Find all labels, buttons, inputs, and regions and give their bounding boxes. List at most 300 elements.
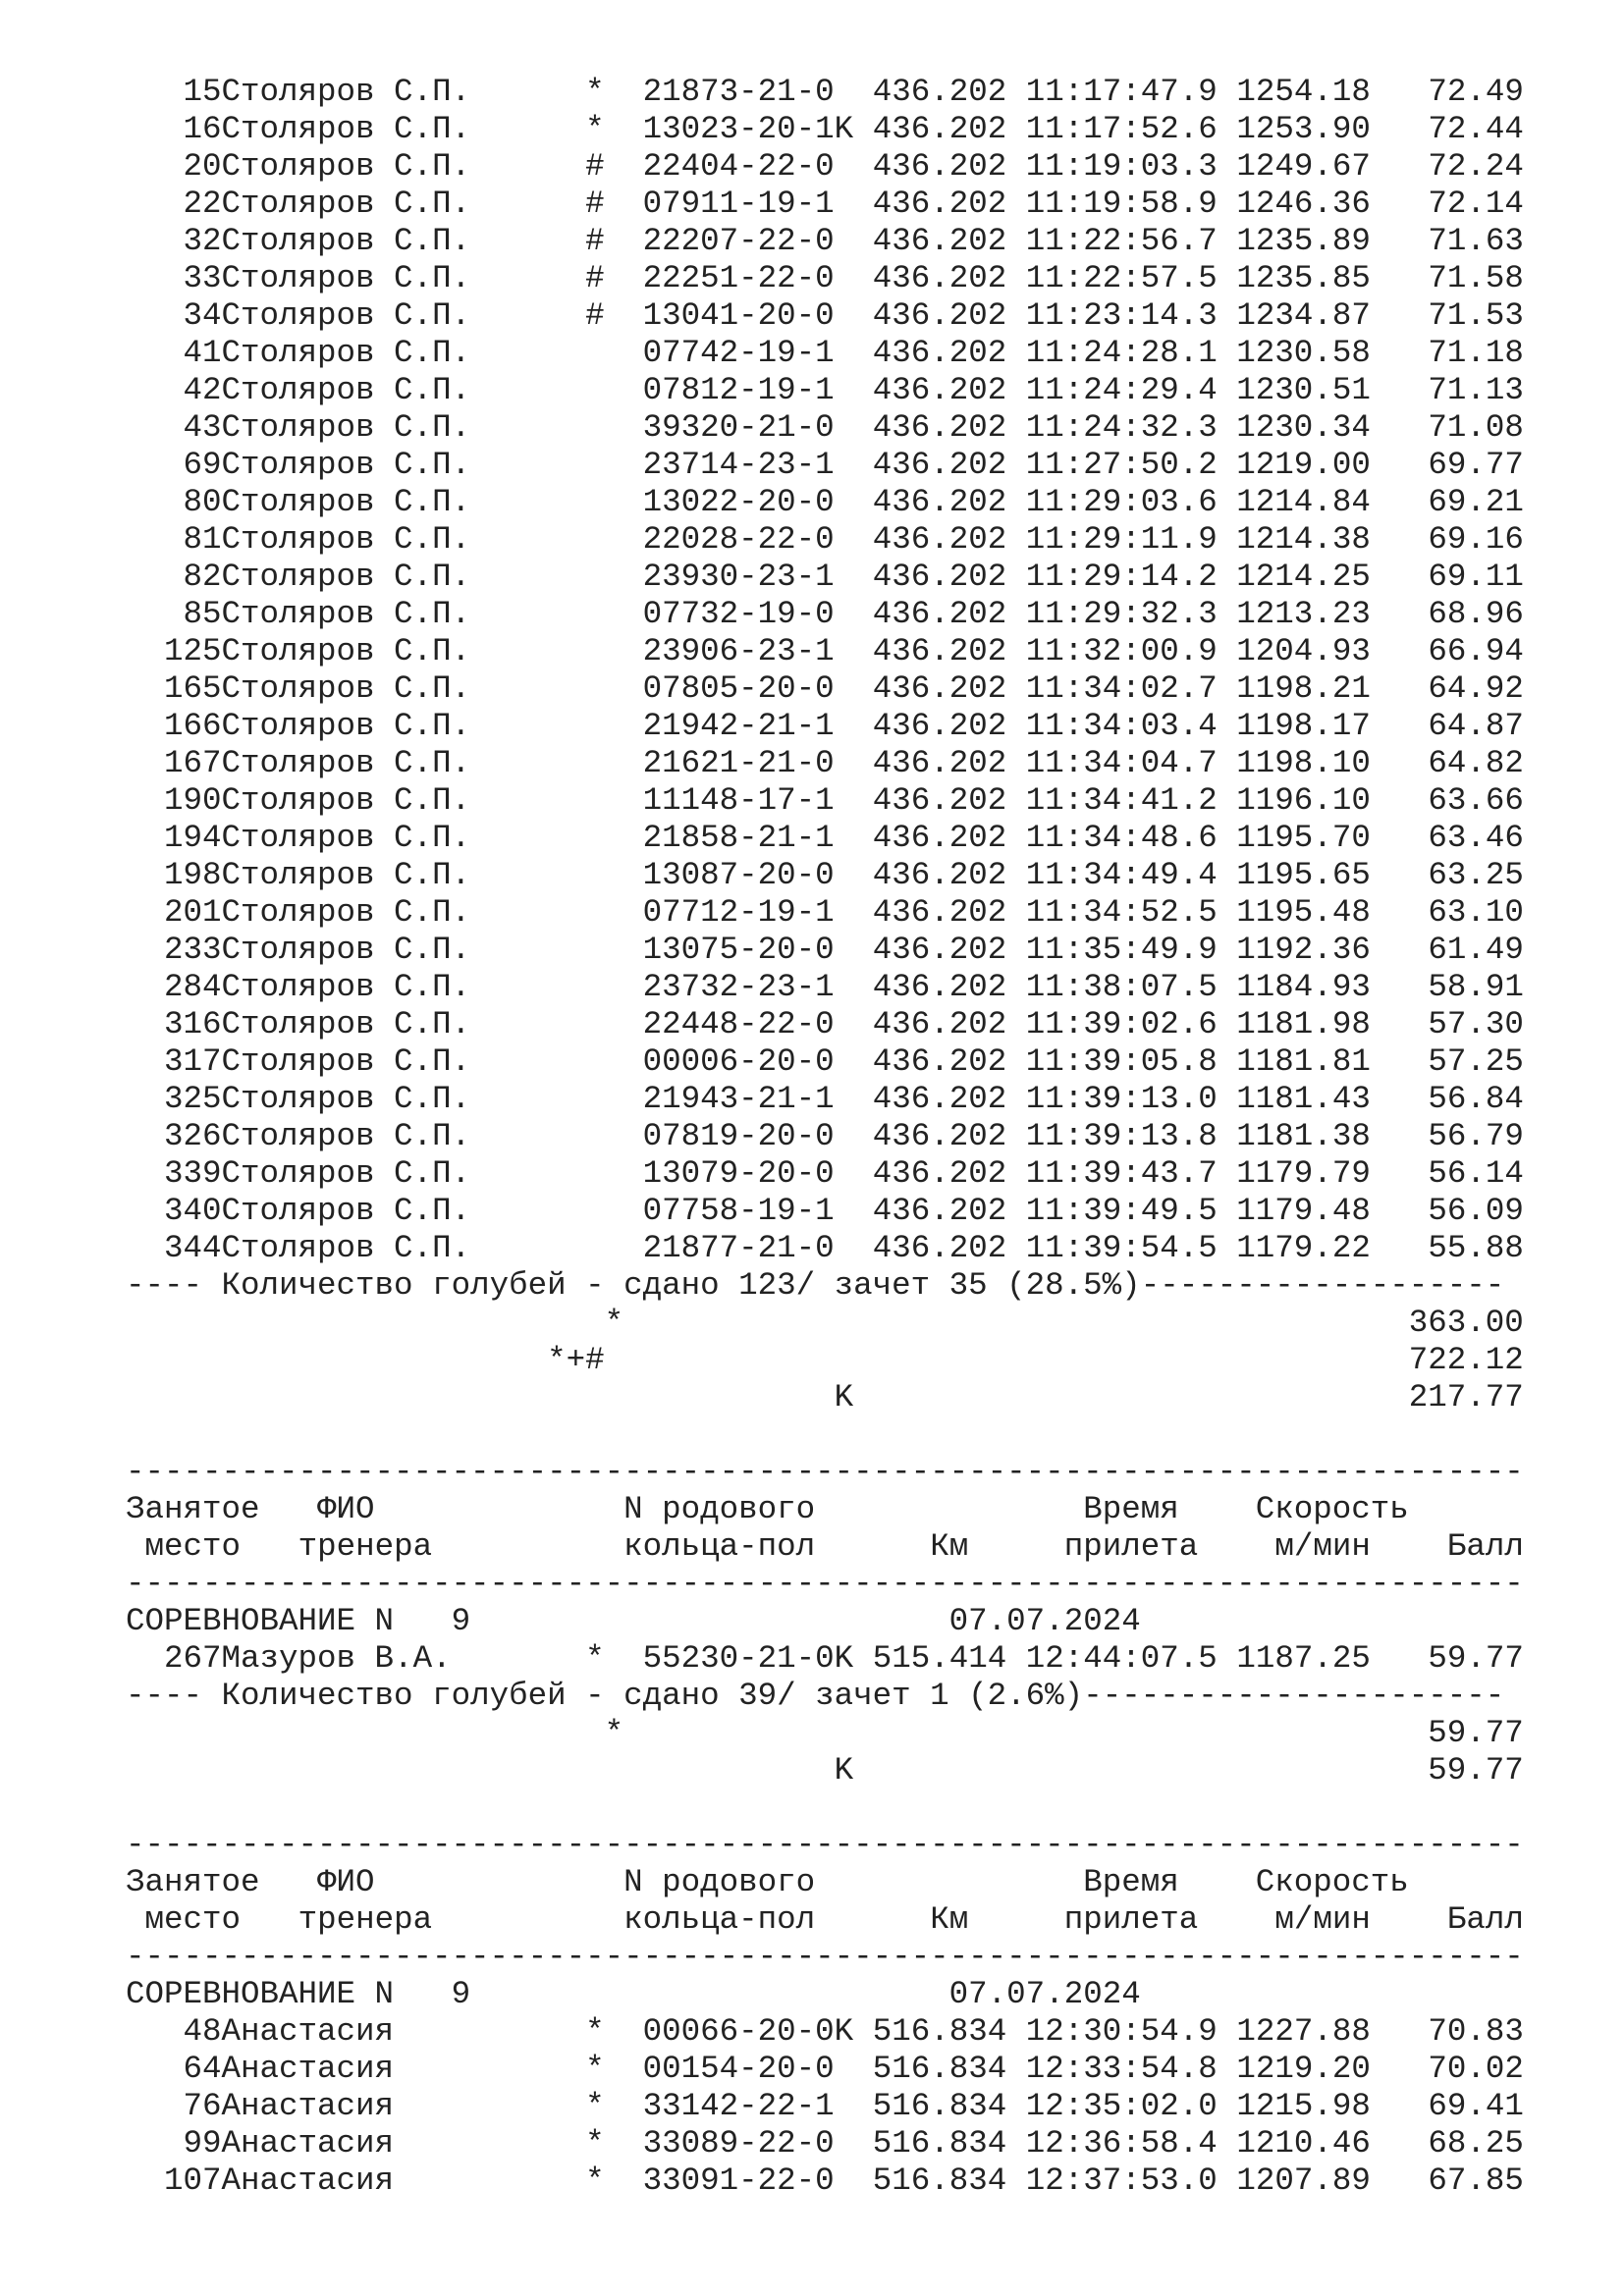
cell-km: 436.202 — [872, 857, 1007, 893]
cell-time: 11:39:13.8 — [1025, 1118, 1218, 1154]
cell-name: Столяров С.П. — [221, 372, 471, 408]
cell-score: 68.25 — [1428, 2125, 1524, 2162]
cell-ring: 07712-19-1 — [642, 894, 835, 931]
table-row — [126, 2051, 1524, 2088]
cell-name: Столяров С.П. — [221, 335, 471, 371]
table-row — [126, 260, 1524, 297]
cell-time: 11:17:52.6 — [1025, 111, 1218, 147]
rule: ------------------------------------------------------------------------- — [126, 1454, 1524, 1490]
cell-name: Анастасия — [221, 2013, 395, 2050]
cell-score: 69.11 — [1428, 559, 1524, 595]
cell-place: 85 — [183, 596, 222, 632]
cell-time: 12:37:53.0 — [1025, 2163, 1218, 2199]
cell-km: 436.202 — [872, 409, 1007, 446]
cell-km: 515.414 — [872, 1640, 1007, 1677]
summary-label: Количество голубей - сдано 123/ зачет 35 (28.5%) — [221, 1267, 1141, 1304]
cell-score: 63.66 — [1428, 782, 1524, 819]
total-line — [126, 1752, 1524, 1789]
total-marker: *+# — [547, 1342, 605, 1378]
cell-name: Столяров С.П. — [221, 782, 471, 819]
cell-speed: 1181.81 — [1236, 1043, 1371, 1080]
cell-name: Столяров С.П. — [221, 1043, 471, 1080]
cell-name: Столяров С.П. — [221, 447, 471, 483]
total-value: 722.12 — [1408, 1342, 1524, 1378]
table-row — [126, 186, 1524, 223]
cell-time: 11:24:28.1 — [1025, 335, 1218, 371]
summary-label: Количество голубей - сдано 39/ зачет 1 (2.6%) — [221, 1678, 1084, 1714]
cell-ring: 22404-22-0 — [642, 148, 835, 185]
cell-km: 436.202 — [872, 111, 1007, 147]
cell-speed: 1184.93 — [1236, 969, 1371, 1005]
cell-time: 11:39:49.5 — [1025, 1193, 1218, 1229]
table-row — [126, 1155, 1524, 1193]
cell-speed: 1181.43 — [1236, 1081, 1371, 1117]
rule-line — [126, 1939, 1524, 1976]
cell-name: Столяров С.П. — [221, 1193, 471, 1229]
table-row — [126, 857, 1524, 894]
cell-mark: * — [585, 2125, 605, 2162]
cell-place: 325 — [164, 1081, 222, 1117]
cell-place: 15 — [183, 74, 222, 110]
summary-lead: ---- — [126, 1267, 203, 1304]
header-ring: N родового — [623, 1864, 816, 1900]
table-row — [126, 670, 1524, 708]
cell-km: 436.202 — [872, 820, 1007, 856]
cell-time: 11:19:03.3 — [1025, 148, 1218, 185]
cell-ring: 07732-19-0 — [642, 596, 835, 632]
table-row — [126, 409, 1524, 447]
cell-speed: 1235.89 — [1236, 223, 1371, 259]
cell-place: 82 — [183, 559, 222, 595]
table-row — [126, 820, 1524, 857]
cell-name: Столяров С.П. — [221, 297, 471, 334]
rule: ------------------------------------------------------------------------- — [126, 1566, 1524, 1602]
cell-ring: 21621-21-0 — [642, 745, 835, 781]
cell-km: 436.202 — [872, 932, 1007, 968]
cell-name: Столяров С.П. — [221, 260, 471, 296]
table-row — [126, 447, 1524, 484]
cell-time: 11:29:32.3 — [1025, 596, 1218, 632]
cell-place: 99 — [183, 2125, 222, 2162]
header-row-2 — [126, 1528, 1524, 1566]
cell-name: Столяров С.П. — [221, 484, 471, 520]
cell-place: 201 — [164, 894, 222, 931]
cell-speed: 1207.89 — [1236, 2163, 1371, 2199]
cell-speed: 1219.00 — [1236, 447, 1371, 483]
table-row — [126, 2013, 1524, 2051]
cell-place: 344 — [164, 1230, 222, 1266]
table-row — [126, 223, 1524, 260]
cell-km: 436.202 — [872, 559, 1007, 595]
results-document — [126, 74, 1524, 2200]
cell-score: 61.49 — [1428, 932, 1524, 968]
cell-time: 11:29:03.6 — [1025, 484, 1218, 520]
cell-score: 70.83 — [1428, 2013, 1524, 2050]
cell-ring: 07758-19-1 — [642, 1193, 835, 1229]
cell-speed: 1249.67 — [1236, 148, 1371, 185]
cell-score: 72.44 — [1428, 111, 1524, 147]
cell-name: Столяров С.П. — [221, 521, 471, 558]
cell-name: Столяров С.П. — [221, 559, 471, 595]
cell-km: 436.202 — [872, 372, 1007, 408]
cell-time: 12:33:54.8 — [1025, 2051, 1218, 2087]
cell-place: 167 — [164, 745, 222, 781]
competition-line — [126, 1603, 1524, 1640]
cell-ring: 07911-19-1 — [642, 186, 835, 222]
total-value: 59.77 — [1428, 1715, 1524, 1751]
cell-score: 64.82 — [1428, 745, 1524, 781]
header-km: Км — [930, 1901, 969, 1938]
competition-label: СОРЕВНОВАНИЕ N — [126, 1603, 395, 1639]
cell-time: 11:39:02.6 — [1025, 1006, 1218, 1042]
cell-km: 436.202 — [872, 335, 1007, 371]
cell-mark: * — [585, 2013, 605, 2050]
table-row — [126, 74, 1524, 111]
table-row — [126, 484, 1524, 521]
header-fio: тренера — [298, 1901, 433, 1938]
cell-km: 436.202 — [872, 782, 1007, 819]
cell-km: 436.202 — [872, 148, 1007, 185]
cell-name: Анастасия — [221, 2163, 395, 2199]
cell-time: 11:32:00.9 — [1025, 633, 1218, 669]
cell-km: 436.202 — [872, 186, 1007, 222]
cell-score: 55.88 — [1428, 1230, 1524, 1266]
cell-time: 11:34:49.4 — [1025, 857, 1218, 893]
cell-speed: 1179.48 — [1236, 1193, 1371, 1229]
cell-speed: 1198.17 — [1236, 708, 1371, 744]
cell-speed: 1181.98 — [1236, 1006, 1371, 1042]
header-place: место — [144, 1528, 242, 1565]
cell-place: 316 — [164, 1006, 222, 1042]
cell-speed: 1196.10 — [1236, 782, 1371, 819]
competition-date: 07.07.2024 — [948, 1603, 1141, 1639]
cell-ring: 11148-17-1 — [642, 782, 835, 819]
cell-km: 516.834 — [872, 2163, 1007, 2199]
table-row — [126, 1230, 1524, 1267]
cell-ring: 07819-20-0 — [642, 1118, 835, 1154]
cell-place: 32 — [183, 223, 222, 259]
cell-name: Столяров С.П. — [221, 969, 471, 1005]
table-row — [126, 969, 1524, 1006]
cell-name: Столяров С.П. — [221, 148, 471, 185]
table-row — [126, 596, 1524, 633]
cell-time: 11:34:41.2 — [1025, 782, 1218, 819]
spacer — [126, 1789, 1524, 1827]
table-row — [126, 708, 1524, 745]
cell-ring: 21943-21-1 — [642, 1081, 835, 1117]
cell-time: 12:30:54.9 — [1025, 2013, 1218, 2050]
cell-score: 71.53 — [1428, 297, 1524, 334]
cell-speed: 1215.98 — [1236, 2088, 1371, 2124]
cell-place: 69 — [183, 447, 222, 483]
cell-time: 11:39:54.5 — [1025, 1230, 1218, 1266]
cell-ring: 13075-20-0 — [642, 932, 835, 968]
cell-place: 64 — [183, 2051, 222, 2087]
cell-ring: 21877-21-0 — [642, 1230, 835, 1266]
cell-speed: 1214.38 — [1236, 521, 1371, 558]
cell-ring: 21942-21-1 — [642, 708, 835, 744]
cell-score: 56.79 — [1428, 1118, 1524, 1154]
header-place: место — [144, 1901, 242, 1938]
cell-place: 233 — [164, 932, 222, 968]
cell-name: Столяров С.П. — [221, 1081, 471, 1117]
cell-ring: 13041-20-0 — [642, 297, 835, 334]
cell-name: Анастасия — [221, 2088, 395, 2124]
header-time: прилета — [1063, 1901, 1199, 1938]
cell-place: 107 — [164, 2163, 222, 2199]
cell-speed: 1254.18 — [1236, 74, 1371, 110]
header-fio: ФИО — [317, 1864, 375, 1900]
cell-name: Столяров С.П. — [221, 670, 471, 707]
cell-ring: 13022-20-0 — [642, 484, 835, 520]
header-score: Балл — [1446, 1901, 1524, 1938]
table-row — [126, 297, 1524, 335]
table-row — [126, 782, 1524, 820]
summary-trail: ---------------------- — [1083, 1678, 1505, 1714]
table-row — [126, 1043, 1524, 1081]
cell-mark: * — [585, 111, 605, 147]
cell-ring: 21873-21-0 — [642, 74, 835, 110]
cell-km: 436.202 — [872, 1043, 1007, 1080]
cell-km: 436.202 — [872, 969, 1007, 1005]
cell-km: 436.202 — [872, 74, 1007, 110]
cell-speed: 1234.87 — [1236, 297, 1371, 334]
table-row — [126, 2088, 1524, 2125]
cell-score: 71.58 — [1428, 260, 1524, 296]
cell-ring: 33142-22-1 — [642, 2088, 835, 2124]
cell-name: Столяров С.П. — [221, 409, 471, 446]
cell-mark: # — [585, 223, 605, 259]
cell-km: 436.202 — [872, 447, 1007, 483]
cell-speed: 1187.25 — [1236, 1640, 1371, 1677]
cell-speed: 1213.23 — [1236, 596, 1371, 632]
cell-km: 436.202 — [872, 260, 1007, 296]
table-row — [126, 148, 1524, 186]
cell-place: 41 — [183, 335, 222, 371]
cell-place: 80 — [183, 484, 222, 520]
cell-name: Анастасия — [221, 2051, 395, 2087]
cell-ring: 22251-22-0 — [642, 260, 835, 296]
cell-speed: 1179.79 — [1236, 1155, 1371, 1192]
cell-score: 57.25 — [1428, 1043, 1524, 1080]
cell-mark: # — [585, 186, 605, 222]
total-value: 363.00 — [1408, 1305, 1524, 1341]
cell-name: Столяров С.П. — [221, 633, 471, 669]
cell-time: 11:22:56.7 — [1025, 223, 1218, 259]
cell-mark: # — [585, 297, 605, 334]
cell-score: 63.46 — [1428, 820, 1524, 856]
cell-place: 34 — [183, 297, 222, 334]
table-row — [126, 894, 1524, 932]
cell-score: 72.49 — [1428, 74, 1524, 110]
cell-ring: 39320-21-0 — [642, 409, 835, 446]
table-row — [126, 559, 1524, 596]
cell-time: 11:34:52.5 — [1025, 894, 1218, 931]
summary-line — [126, 1678, 1524, 1715]
cell-speed: 1227.88 — [1236, 2013, 1371, 2050]
cell-speed: 1230.51 — [1236, 372, 1371, 408]
cell-score: 63.10 — [1428, 894, 1524, 931]
cell-speed: 1198.10 — [1236, 745, 1371, 781]
cell-name: Столяров С.П. — [221, 820, 471, 856]
cell-place: 81 — [183, 521, 222, 558]
cell-time: 11:39:05.8 — [1025, 1043, 1218, 1080]
cell-speed: 1195.48 — [1236, 894, 1371, 931]
cell-time: 11:34:48.6 — [1025, 820, 1218, 856]
cell-km: 436.202 — [872, 1155, 1007, 1192]
header-ring: кольца-пол — [623, 1901, 816, 1938]
competition-label: СОРЕВНОВАНИЕ N — [126, 1976, 395, 2012]
cell-name: Столяров С.П. — [221, 1230, 471, 1266]
cell-time: 12:44:07.5 — [1025, 1640, 1218, 1677]
cell-km: 436.202 — [872, 484, 1007, 520]
cell-speed: 1246.36 — [1236, 186, 1371, 222]
cell-km: 436.202 — [872, 297, 1007, 334]
cell-ring: 07812-19-1 — [642, 372, 835, 408]
cell-name: Столяров С.П. — [221, 932, 471, 968]
cell-ring: 07805-20-0 — [642, 670, 835, 707]
header-time: Время — [1083, 1491, 1179, 1527]
cell-ring: 13023-20-1K — [642, 111, 854, 147]
cell-time: 11:24:32.3 — [1025, 409, 1218, 446]
cell-time: 11:19:58.9 — [1025, 186, 1218, 222]
cell-ring: 00154-20-0 — [642, 2051, 835, 2087]
cell-ring: 33091-22-0 — [642, 2163, 835, 2199]
header-fio: ФИО — [317, 1491, 375, 1527]
cell-place: 16 — [183, 111, 222, 147]
cell-speed: 1235.85 — [1236, 260, 1371, 296]
cell-ring: 33089-22-0 — [642, 2125, 835, 2162]
cell-ring: 55230-21-0K — [642, 1640, 854, 1677]
header-ring: N родового — [623, 1491, 816, 1527]
cell-speed: 1195.65 — [1236, 857, 1371, 893]
cell-ring: 22448-22-0 — [642, 1006, 835, 1042]
cell-score: 56.14 — [1428, 1155, 1524, 1192]
cell-score: 63.25 — [1428, 857, 1524, 893]
cell-km: 436.202 — [872, 1193, 1007, 1229]
total-line — [126, 1379, 1524, 1416]
header-time: прилета — [1063, 1528, 1199, 1565]
table-row — [126, 745, 1524, 782]
header-time: Время — [1083, 1864, 1179, 1900]
header-ring: кольца-пол — [623, 1528, 816, 1565]
cell-place: 33 — [183, 260, 222, 296]
header-row-2 — [126, 1901, 1524, 1939]
cell-ring: 13087-20-0 — [642, 857, 835, 893]
cell-mark: # — [585, 148, 605, 185]
cell-km: 436.202 — [872, 670, 1007, 707]
cell-ring: 22207-22-0 — [642, 223, 835, 259]
cell-ring: 23906-23-1 — [642, 633, 835, 669]
summary-lead: ---- — [126, 1678, 203, 1714]
cell-time: 11:29:14.2 — [1025, 559, 1218, 595]
header-place: Занятое — [126, 1864, 260, 1900]
cell-km: 436.202 — [872, 521, 1007, 558]
header-speed: Скорость — [1255, 1491, 1409, 1527]
cell-score: 64.92 — [1428, 670, 1524, 707]
header-speed: м/мин — [1274, 1528, 1371, 1565]
cell-score: 69.77 — [1428, 447, 1524, 483]
cell-km: 436.202 — [872, 1081, 1007, 1117]
cell-score: 56.09 — [1428, 1193, 1524, 1229]
cell-place: 194 — [164, 820, 222, 856]
cell-ring: 22028-22-0 — [642, 521, 835, 558]
cell-ring: 23930-23-1 — [642, 559, 835, 595]
cell-score: 71.63 — [1428, 223, 1524, 259]
cell-mark: * — [585, 2088, 605, 2124]
cell-place: 76 — [183, 2088, 222, 2124]
total-value: 59.77 — [1428, 1752, 1524, 1789]
cell-place: 190 — [164, 782, 222, 819]
total-marker: * — [604, 1715, 624, 1751]
total-marker: * — [604, 1305, 624, 1341]
summary-trail: ------------------- — [1140, 1267, 1505, 1304]
table-row — [126, 1193, 1524, 1230]
cell-score: 70.02 — [1428, 2051, 1524, 2087]
total-value: 217.77 — [1408, 1379, 1524, 1415]
rule-line — [126, 1827, 1524, 1864]
cell-place: 42 — [183, 372, 222, 408]
cell-speed: 1195.70 — [1236, 820, 1371, 856]
cell-speed: 1214.84 — [1236, 484, 1371, 520]
cell-name: Столяров С.П. — [221, 596, 471, 632]
cell-km: 436.202 — [872, 223, 1007, 259]
cell-speed: 1230.58 — [1236, 335, 1371, 371]
cell-km: 436.202 — [872, 745, 1007, 781]
cell-place: 317 — [164, 1043, 222, 1080]
cell-time: 11:22:57.5 — [1025, 260, 1218, 296]
cell-score: 71.13 — [1428, 372, 1524, 408]
cell-score: 69.41 — [1428, 2088, 1524, 2124]
competition-number: 9 — [451, 1976, 471, 2012]
cell-mark: * — [585, 74, 605, 110]
cell-ring: 07742-19-1 — [642, 335, 835, 371]
cell-ring: 13079-20-0 — [642, 1155, 835, 1192]
header-row-1 — [126, 1864, 1524, 1901]
cell-score: 66.94 — [1428, 633, 1524, 669]
cell-time: 12:35:02.0 — [1025, 2088, 1218, 2124]
table-row — [126, 932, 1524, 969]
header-score: Балл — [1446, 1528, 1524, 1565]
table-row — [126, 2125, 1524, 2163]
table-row — [126, 2163, 1524, 2200]
cell-mark: * — [585, 2051, 605, 2087]
cell-name: Столяров С.П. — [221, 74, 471, 110]
cell-time: 11:35:49.9 — [1025, 932, 1218, 968]
cell-place: 22 — [183, 186, 222, 222]
cell-ring: 00066-20-0K — [642, 2013, 854, 2050]
cell-speed: 1210.46 — [1236, 2125, 1371, 2162]
header-speed: м/мин — [1274, 1901, 1371, 1938]
cell-mark: # — [585, 260, 605, 296]
cell-speed: 1192.36 — [1236, 932, 1371, 968]
table-row — [126, 1640, 1524, 1678]
cell-km: 516.834 — [872, 2051, 1007, 2087]
cell-time: 11:39:13.0 — [1025, 1081, 1218, 1117]
cell-score: 58.91 — [1428, 969, 1524, 1005]
cell-ring: 23732-23-1 — [642, 969, 835, 1005]
cell-score: 57.30 — [1428, 1006, 1524, 1042]
cell-mark: * — [585, 2163, 605, 2199]
spacer — [126, 1416, 1524, 1454]
competition-date: 07.07.2024 — [948, 1976, 1141, 2012]
cell-place: 326 — [164, 1118, 222, 1154]
cell-name: Столяров С.П. — [221, 223, 471, 259]
cell-name: Столяров С.П. — [221, 186, 471, 222]
cell-score: 64.87 — [1428, 708, 1524, 744]
cell-score: 67.85 — [1428, 2163, 1524, 2199]
total-marker: K — [834, 1752, 854, 1789]
